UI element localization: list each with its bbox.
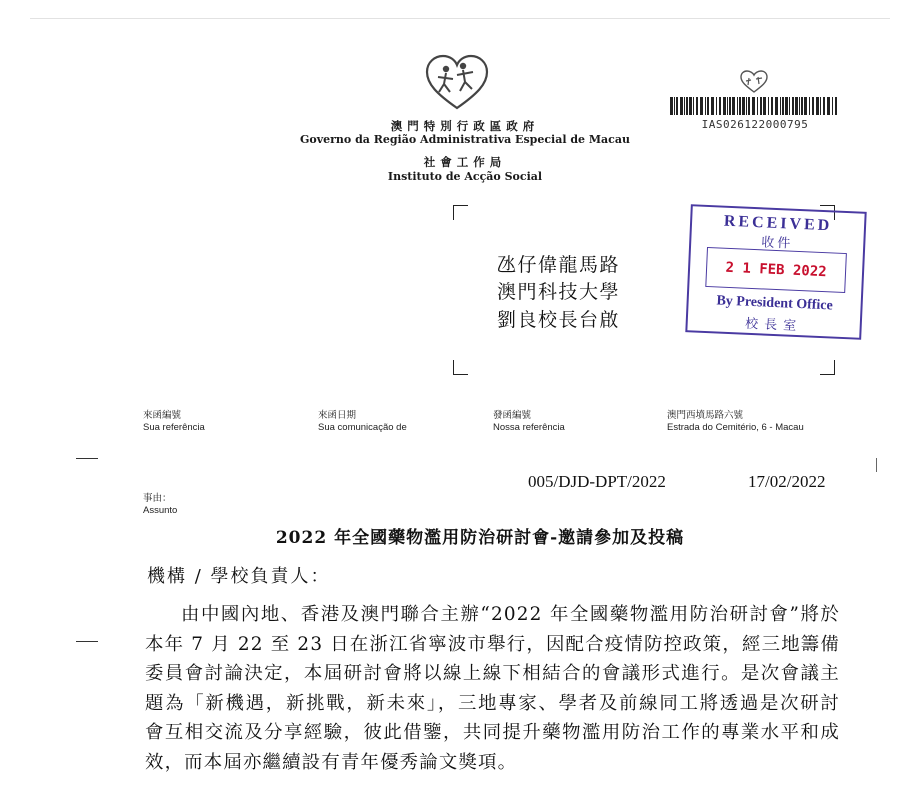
barcode-bar xyxy=(835,97,837,115)
small-logo-icon xyxy=(738,70,770,94)
address-line: 劉良校長台啟 xyxy=(497,309,621,331)
barcode-bar xyxy=(670,97,673,115)
barcode-bar xyxy=(746,97,747,115)
barcode-bar xyxy=(780,97,781,115)
stamp-date: 2 1 FEB 2022 xyxy=(725,259,827,281)
letter-date: 17/02/2022 xyxy=(748,472,826,491)
barcode-bar xyxy=(684,97,685,115)
barcode-bar xyxy=(729,97,731,115)
barcode-bar xyxy=(792,97,794,115)
barcode-bar xyxy=(771,97,773,115)
barcode xyxy=(670,97,840,115)
barcode-bar xyxy=(763,97,766,115)
field-address: 澳門西墳馬路六號 Estrada do Cemitério, 6 - Macau xyxy=(667,410,804,433)
stamp-received-label-zh: 收件 xyxy=(760,234,794,251)
field-your-communication: 來函日期 Sua comunicação de xyxy=(318,410,407,433)
barcode-bar xyxy=(719,97,721,115)
address-window-corner xyxy=(453,205,468,220)
barcode-bar xyxy=(775,97,778,115)
top-rule xyxy=(30,18,890,19)
barcode-bar xyxy=(816,97,819,115)
barcode-bar xyxy=(689,97,692,115)
barcode-bar xyxy=(832,97,833,115)
barcode-bar xyxy=(693,97,694,115)
barcode-bar xyxy=(696,97,698,115)
stamp-office-label: By President Office xyxy=(716,293,834,314)
barcode-bar xyxy=(748,97,750,115)
barcode-bar xyxy=(809,97,810,115)
barcode-number: IAS026122000795 xyxy=(701,118,809,131)
barcode-bar xyxy=(742,97,745,115)
stamp-date-box xyxy=(705,247,847,293)
barcode-bar xyxy=(768,97,769,115)
address-window-corner xyxy=(820,360,835,375)
barcode-bar xyxy=(804,97,807,115)
barcode-bar xyxy=(716,97,717,115)
barcode-bar xyxy=(680,97,683,115)
barcode-bar xyxy=(723,97,726,115)
barcode-bar xyxy=(795,97,798,115)
government-name-zh: 澳門特別行政區政府 xyxy=(390,119,540,133)
barcode-bar xyxy=(737,97,738,115)
barcode-bar xyxy=(799,97,800,115)
barcode-bar xyxy=(801,97,803,115)
body-paragraph: 由中國內地、香港及澳門聯合主辦“2022 年全國藥物濫用防治研討會”將於本年 7 月 22 至 23 日在浙江省寧波市舉行，因配合疫情防控政策，經三地籌備委員會討論決定，本屆研討會將以線上線下相結合的會議形式進行。是次會議主題為「新機遇，新挑戰，新未來」，三地專家、學者及前線同工將透過是次研討會互相交流及分享經驗，彼此借鑒，共同提升藥物濫用防治工作的專業水平和成效，而本屆亦繼續設有青年優秀論文獎項。 xyxy=(145,604,840,773)
barcode-bar xyxy=(727,97,728,115)
barcode-bar xyxy=(707,97,709,115)
stamp-office-label-zh: 校長室 xyxy=(744,315,803,334)
barcode-bar xyxy=(752,97,755,115)
barcode-bar xyxy=(785,97,788,115)
stamp-received-label: RECEIVED xyxy=(723,212,833,235)
barcode-bar xyxy=(732,97,735,115)
address-window-corner xyxy=(453,360,468,375)
barcode-bar xyxy=(827,97,830,115)
margin-mark xyxy=(876,458,877,472)
barcode-bar xyxy=(812,97,814,115)
department-name-zh: 社會工作局 xyxy=(423,155,507,169)
address-line: 氹仔偉龍馬路 xyxy=(497,254,621,276)
fold-mark xyxy=(76,458,98,459)
barcode-bar xyxy=(711,97,714,115)
barcode-bar xyxy=(823,97,825,115)
barcode-bar xyxy=(705,97,706,115)
address-line: 澳門科技大學 xyxy=(497,281,621,303)
macau-government-logo-icon xyxy=(423,52,491,112)
barcode-bar xyxy=(674,97,675,115)
barcode-bar xyxy=(676,97,678,115)
fold-mark xyxy=(76,641,98,642)
barcode-bar xyxy=(686,97,688,115)
salutation: 機構 / 學校負責人： xyxy=(147,566,331,587)
letter-title: 2022 年全國藥物濫用防治研討會-邀請參加及投稿 xyxy=(275,528,685,548)
government-name-pt: Governo da Região Administrativa Especial de Macau xyxy=(300,133,630,146)
barcode-bar xyxy=(820,97,821,115)
field-your-reference: 來函編號 Sua referência xyxy=(143,410,205,433)
subject-label: 事由： Assunto xyxy=(143,493,178,516)
barcode-bar xyxy=(739,97,741,115)
barcode-bar xyxy=(789,97,790,115)
received-stamp xyxy=(685,204,866,340)
barcode-bar xyxy=(700,97,703,115)
barcode-bar xyxy=(757,97,758,115)
our-reference-number: 005/DJD-DPT/2022 xyxy=(528,472,666,491)
department-name-pt: Instituto de Acção Social xyxy=(387,170,543,183)
field-our-reference: 發函編號 Nossa referência xyxy=(493,410,565,433)
barcode-bar xyxy=(760,97,762,115)
barcode-bar xyxy=(782,97,784,115)
